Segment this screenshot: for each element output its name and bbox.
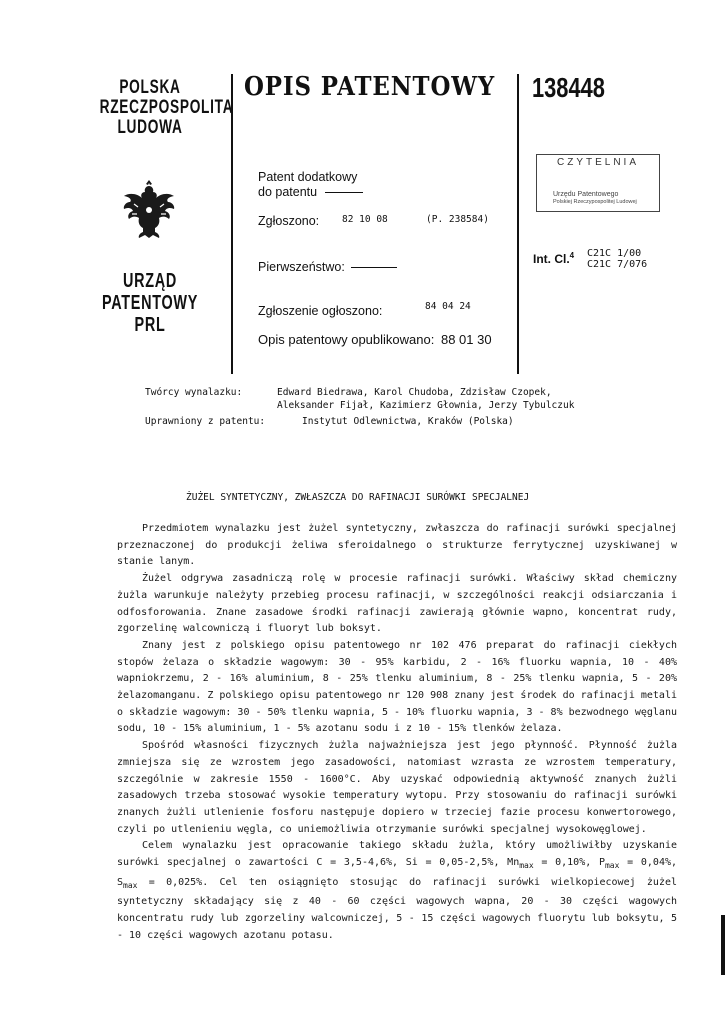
- publication-label: Opis patentowy opublikowano:: [258, 332, 435, 347]
- p5-text-2: = 0,10%, P: [533, 857, 605, 869]
- announcement-label: Zgłoszenie ogłoszono:: [258, 304, 383, 318]
- creators-line-2: Aleksander Fijał, Kazimierz Głownia, Jerzy Tybulczuk: [277, 400, 575, 411]
- document-type-title: OPIS PATENTOWY: [244, 72, 496, 102]
- patent-office-name: [100, 270, 201, 336]
- creators-line-1: Edward Biedrawa, Karol Chudoba, Zdzisław Czopek,: [277, 387, 552, 398]
- publication-date: 88 01 30: [440, 332, 492, 347]
- country-line-1: POLSKA: [119, 77, 181, 98]
- country-line-3: LUDOWA: [117, 117, 183, 138]
- holder-label: Uprawniony z patentu:: [145, 416, 266, 427]
- classification-label-text: Int. Cl.: [533, 252, 570, 266]
- stamp-line-1: Urzędu Patentowego: [553, 191, 619, 198]
- polish-eagle-emblem-icon: [118, 180, 180, 242]
- holder-value: Instytut Odlewnictwa, Kraków (Polska): [302, 416, 514, 427]
- patent-number: 138448: [532, 72, 605, 103]
- library-stamp: [536, 154, 660, 212]
- p5-text-3: = 0,04%, S: [117, 857, 678, 888]
- right-divider: [517, 74, 519, 374]
- office-line-1: URZĄD: [123, 270, 177, 292]
- invention-title: ŻUŻEL SYNTETYCZNY, ZWŁASZCZA DO RAFINACJI SURÓWKI SPECJALNEJ: [186, 492, 530, 503]
- to-patent-row: [258, 185, 363, 199]
- filed-date: 82 10 08: [342, 214, 388, 225]
- office-line-3: PRL: [134, 314, 166, 336]
- additional-patent-label: Patent dodatkowy: [258, 170, 358, 184]
- description-body: [117, 521, 677, 945]
- to-patent-label: do patentu: [258, 185, 318, 199]
- paragraph-1: Przedmiotem wynalazku jest żużel syntetyczny, zwłaszcza do rafinacji surówki specjalnej przeznaczonej do produkcji żeliwa sferoidalnego o strukturze ferrytycznej uzyskiwanej w stanie lanym.: [117, 523, 677, 568]
- filed-label: Zgłoszono:: [258, 214, 320, 228]
- country-line-2: RZECZPOSPOLITA: [99, 97, 234, 118]
- classification-code-2: C21C 7/076: [587, 259, 648, 270]
- p5-text-1: Celem wynalazku jest opracowanie takiego składu żużla, który umożliwiłby uzyskanie surówki specjalnej o zawartości C = 3,5-4,6%, Si = 0,05-2,5%, Mn: [117, 840, 677, 869]
- classification-code-1: C21C 1/00: [587, 248, 642, 259]
- paragraph-3: Znany jest z polskiego opisu patentowego nr 102 476 preparat do rafinacji ciekłych stopów żelaza o składzie wagowym: 30 - 95% karbidu, 2 - 16% fluorku wapnia, 10 - 40% wapniokrzemu, 2 - 16% aluminium, 8 - 25% tlenku aluminium, 8 - 25% tlenku wapnia, 5 - 20% żelazomanganu. Z polskiego opisu patentowego nr 120 908 znany jest środek do rafinacji metali o składzie wagowym: 30 - 50% tlenku wapnia, 5 - 10% fluorku wapnia, 3 - 8% bezwodnego węglanu sodu, 10 - 15% aluminium, 1 - 5% azotanu sodu i z 10 - 15% tlenków żelaza.: [117, 639, 677, 735]
- left-divider: [231, 74, 233, 374]
- office-line-2: PATENTOWY: [101, 292, 199, 314]
- to-patent-blank: [325, 192, 363, 193]
- classification-edition: 4: [569, 251, 575, 260]
- announcement-date: 84 04 24: [425, 301, 471, 312]
- publication-row: [258, 332, 492, 347]
- scan-edge-mark: [721, 915, 725, 975]
- paragraph-4: Spośród własności fizycznych żużla najważniejsza jest jego płynność. Płynność żużla zmniejsza się ze wzrostem jego zasadowości, natomiast wzrasta ze wzrostem temperatury, szczególnie w zakresie 1550 - 1600°C. Aby uzyskać odpowiednią aktywność znanych żużli zasadowych trzeba stosować wysokie temperatury wytopu. Przy stosowaniu do rafinacji surówki znanych żużli utlenienie fosforu następuje dopiero w trzeciej fazie procesu konwertorowego, czyli po utlenieniu węgla, co uniemożliwia otrzymanie surówki specjalnej wysokowęglowej.: [117, 740, 677, 835]
- p5-sub-3: max: [123, 880, 138, 890]
- paragraph-2: Żużel odgrywa zasadniczą rolę w procesie rafinacji surówki. Właściwy skład chemiczny żużla warunkuje należyty przebieg procesu rafinacji, w szczególności reakcji odsiarczania i odfosforowania. Znane zasadowe środki rafinacji zawierają głównie wapno, koncentrat rudy, zgorzelinę walcowniczą i fluoryt lub boksyt.: [117, 573, 677, 635]
- p5-sub-1: max: [519, 861, 534, 871]
- filed-reference: (P. 238584): [426, 214, 489, 225]
- p5-sub-2: max: [604, 861, 620, 871]
- classification-label: [533, 251, 574, 266]
- stamp-title: CZYTELNIA: [556, 157, 639, 168]
- paragraph-5: [117, 838, 677, 944]
- stamp-line-2: Polskiej Rzeczypospolitej Ludowej: [553, 199, 637, 205]
- country-name: [99, 77, 234, 138]
- priority-label: Pierwszeństwo:: [258, 260, 345, 274]
- creators-label: Twórcy wynalazku:: [145, 387, 243, 398]
- p5-text-4: = 0,025%. Cel ten osiągnięto stosując do rafinacji surówki wielkopiecowej żużel syntetyczny składający się z 40 - 60 części wagowych wapna, 20 - 30 części wagowych koncentratu rudy lub zgorzeliny walcowniczej, 5 - 15 części wagowych fluorytu lub boksytu, 5 - 10 części wagowych azotanu potasu.: [117, 876, 677, 941]
- priority-row: [258, 260, 397, 274]
- priority-blank: [351, 267, 397, 268]
